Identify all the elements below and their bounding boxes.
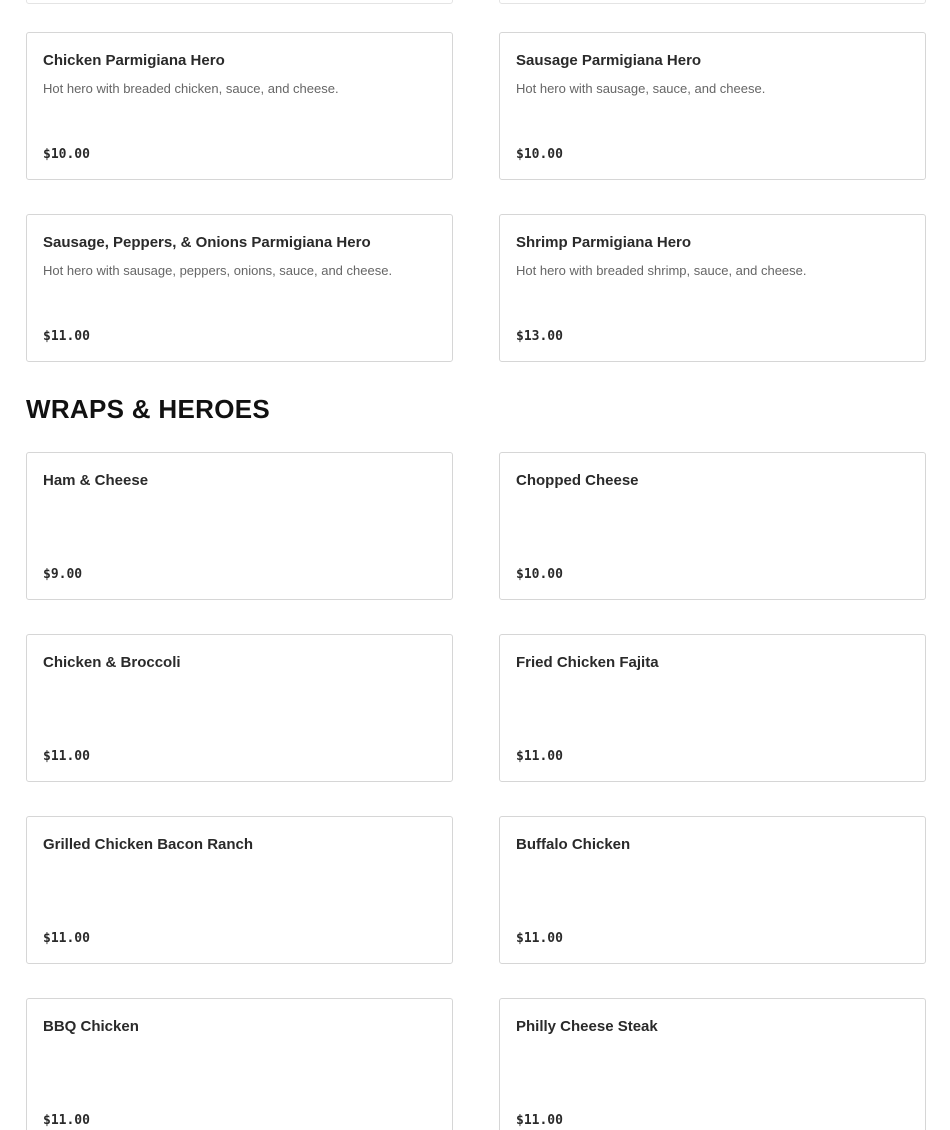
menu-item-card[interactable]	[499, 32, 926, 180]
menu-item-price: $9.00	[43, 567, 83, 582]
menu-item-card[interactable]	[26, 214, 453, 362]
menu-item-card[interactable]	[26, 452, 453, 600]
menu-item-card-partial[interactable]	[499, 0, 926, 4]
menu-item-card[interactable]	[499, 634, 926, 782]
menu-item-name: Philly Cheese Steak	[516, 1018, 658, 1035]
menu-item-card[interactable]	[499, 214, 926, 362]
menu-item-card[interactable]	[26, 998, 453, 1130]
section-heading: WRAPS & HEROES	[26, 394, 271, 424]
menu-item-name: Buffalo Chicken	[516, 836, 631, 853]
menu-item-description: Hot hero with sausage, peppers, onions, sauce, and cheese.	[43, 263, 393, 278]
menu-item-card[interactable]	[26, 816, 453, 964]
menu-item-name: Chicken & Broccoli	[43, 654, 181, 671]
menu-item-price: $10.00	[516, 567, 563, 582]
menu-item-card[interactable]	[499, 998, 926, 1130]
menu-item-price: $11.00	[516, 1113, 563, 1128]
menu-item-description: Hot hero with breaded chicken, sauce, and cheese.	[43, 81, 339, 96]
menu-item-name: Sausage Parmigiana Hero	[516, 52, 702, 69]
menu-item-name: Grilled Chicken Bacon Ranch	[43, 836, 254, 853]
menu-item-price: $11.00	[516, 749, 563, 764]
menu-item-name: Fried Chicken Fajita	[516, 654, 659, 671]
menu-item-price: $13.00	[516, 329, 563, 344]
menu-item-name: Chopped Cheese	[516, 472, 639, 489]
menu-item-price: $11.00	[516, 931, 563, 946]
menu-item-card[interactable]	[26, 634, 453, 782]
menu-item-price: $10.00	[43, 147, 90, 162]
menu-item-price: $10.00	[516, 147, 563, 162]
menu-item-card[interactable]	[499, 452, 926, 600]
menu-item-description: Hot hero with breaded shrimp, sauce, and cheese.	[516, 263, 807, 278]
menu-item-price: $11.00	[43, 749, 90, 764]
menu-item-price: $11.00	[43, 1113, 90, 1128]
menu-item-price: $11.00	[43, 329, 90, 344]
menu-item-card[interactable]	[26, 32, 453, 180]
menu-item-name: BBQ Chicken	[43, 1018, 139, 1035]
menu-item-card[interactable]	[499, 816, 926, 964]
menu-item-name: Shrimp Parmigiana Hero	[516, 234, 692, 251]
menu-item-name: Chicken Parmigiana Hero	[43, 52, 225, 69]
menu-item-price: $11.00	[43, 931, 90, 946]
menu-item-name: Ham & Cheese	[43, 472, 149, 489]
menu-item-description: Hot hero with sausage, sauce, and cheese.	[516, 81, 766, 96]
menu-item-name: Sausage, Peppers, & Onions Parmigiana Hero	[43, 234, 371, 251]
menu-item-card-partial[interactable]	[26, 0, 453, 4]
